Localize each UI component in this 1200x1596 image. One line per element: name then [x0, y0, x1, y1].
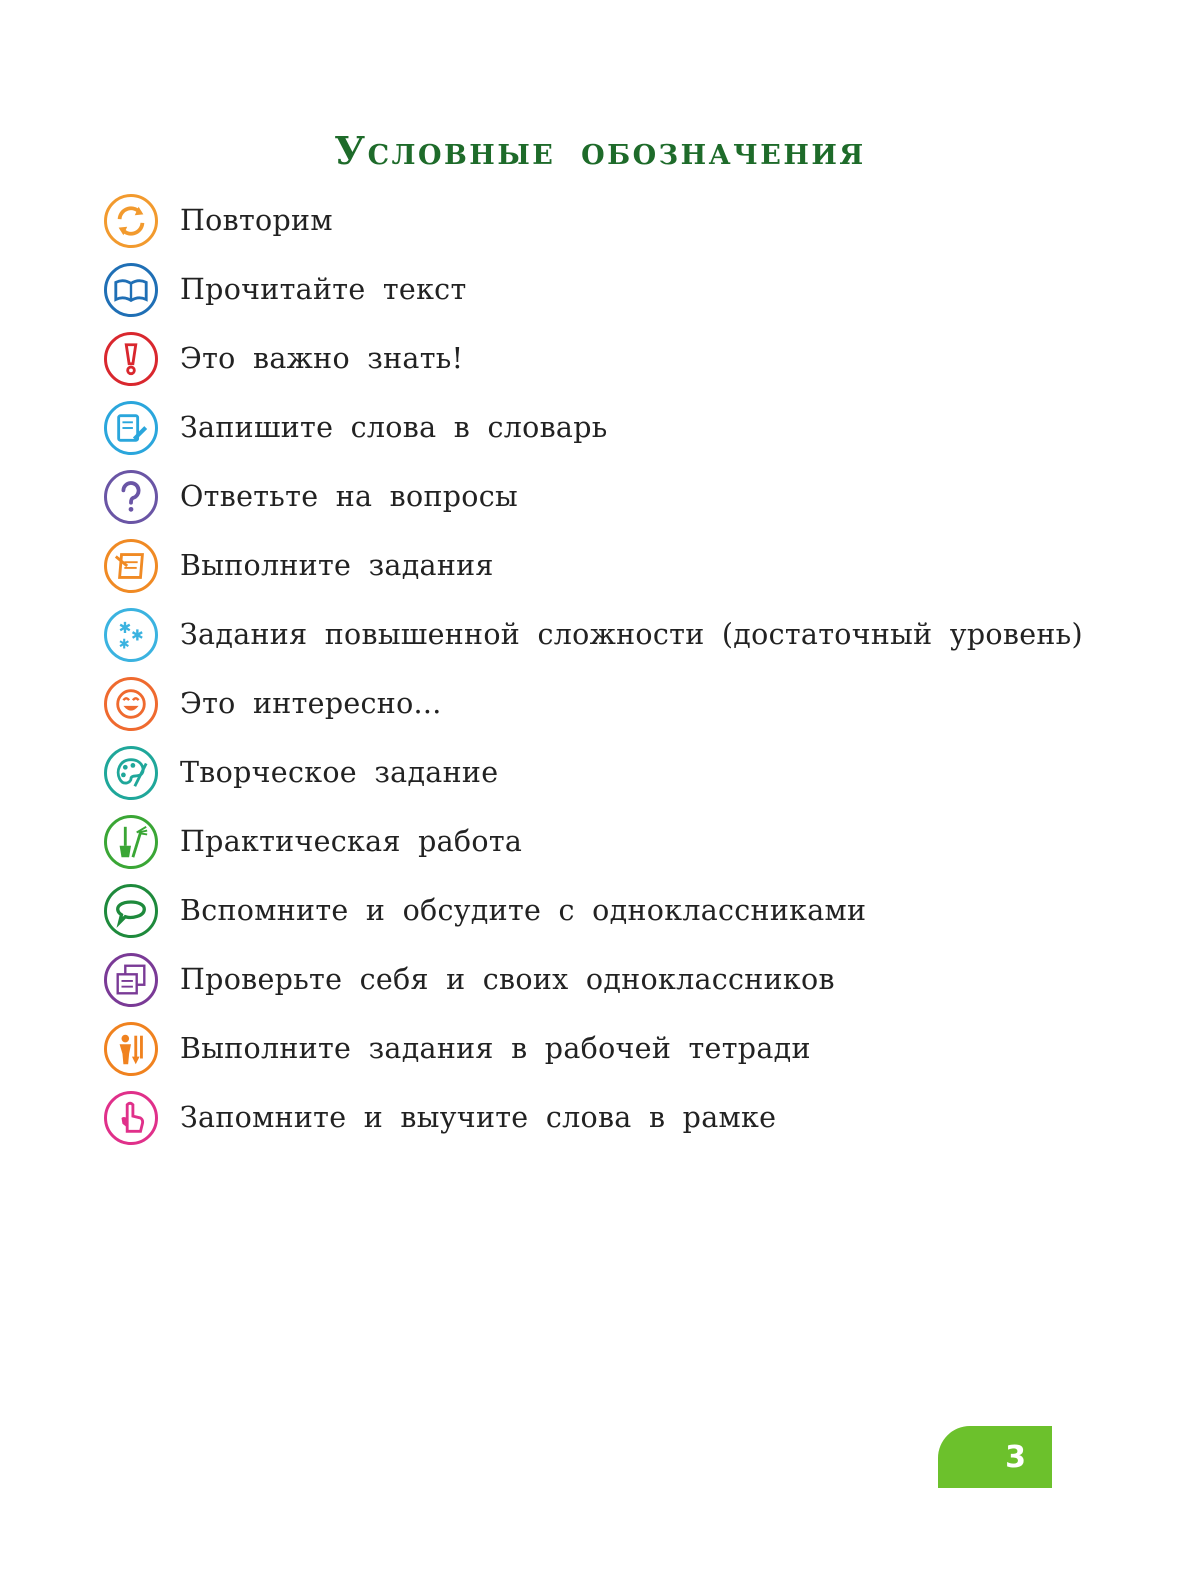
legend-item: [104, 1083, 1104, 1152]
legend-item: [104, 807, 1104, 876]
papers-check-icon: [104, 953, 158, 1007]
legend-item: [104, 876, 1104, 945]
legend-item: [104, 393, 1104, 462]
smiley-icon: [104, 677, 158, 731]
repeat-arrows-icon: [104, 194, 158, 248]
pointing-finger-icon: [104, 1091, 158, 1145]
svg-text:✱: ✱: [131, 626, 144, 645]
legend-item: [104, 462, 1104, 531]
legend-item: [104, 669, 1104, 738]
legend-list: [104, 186, 1104, 1152]
legend-item-label: Практическая работа: [180, 825, 523, 858]
page-number: 3: [938, 1426, 1052, 1488]
question-icon: [104, 470, 158, 524]
legend-item-label: Выполните задания в рабочей тетради: [180, 1032, 811, 1065]
legend-item: [104, 600, 1104, 669]
snowflakes-icon: [104, 608, 158, 662]
legend-item: [104, 255, 1104, 324]
exclamation-icon: [104, 332, 158, 386]
workbook-person-icon: [104, 1022, 158, 1076]
page-title: Условные обозначения: [334, 128, 866, 173]
svg-text:✱: ✱: [118, 618, 132, 637]
scroll-pen-icon: [104, 539, 158, 593]
legend-item-label: Это важно знать!: [180, 342, 464, 375]
legend-item: [104, 945, 1104, 1014]
legend-item: [104, 186, 1104, 255]
legend-item-label: Задания повышенной сложности (достаточный уровень): [180, 618, 1083, 651]
legend-item-label: Повторим: [180, 204, 333, 237]
legend-item: [104, 738, 1104, 807]
legend-item-label: Ответьте на вопросы: [180, 480, 519, 513]
garden-tools-icon: [104, 815, 158, 869]
legend-item-label: Проверьте себя и своих одноклассников: [180, 963, 835, 996]
legend-item: [104, 1014, 1104, 1083]
legend-item: [104, 531, 1104, 600]
write-dictionary-icon: [104, 401, 158, 455]
legend-item-label: Запишите слова в словарь: [180, 411, 608, 444]
legend-item-label: Это интересно...: [180, 687, 442, 720]
legend-item-label: Вспомните и обсудите с одноклассниками: [180, 894, 867, 927]
open-book-icon: [104, 263, 158, 317]
speech-bubble-icon: [104, 884, 158, 938]
legend-item: [104, 324, 1104, 393]
legend-item-label: Выполните задания: [180, 549, 494, 582]
legend-item-label: Творческое задание: [180, 756, 499, 789]
palette-icon: [104, 746, 158, 800]
svg-text:✱: ✱: [118, 636, 130, 652]
legend-item-label: Прочитайте текст: [180, 273, 467, 306]
legend-item-label: Запомните и выучите слова в рамке: [180, 1101, 777, 1134]
